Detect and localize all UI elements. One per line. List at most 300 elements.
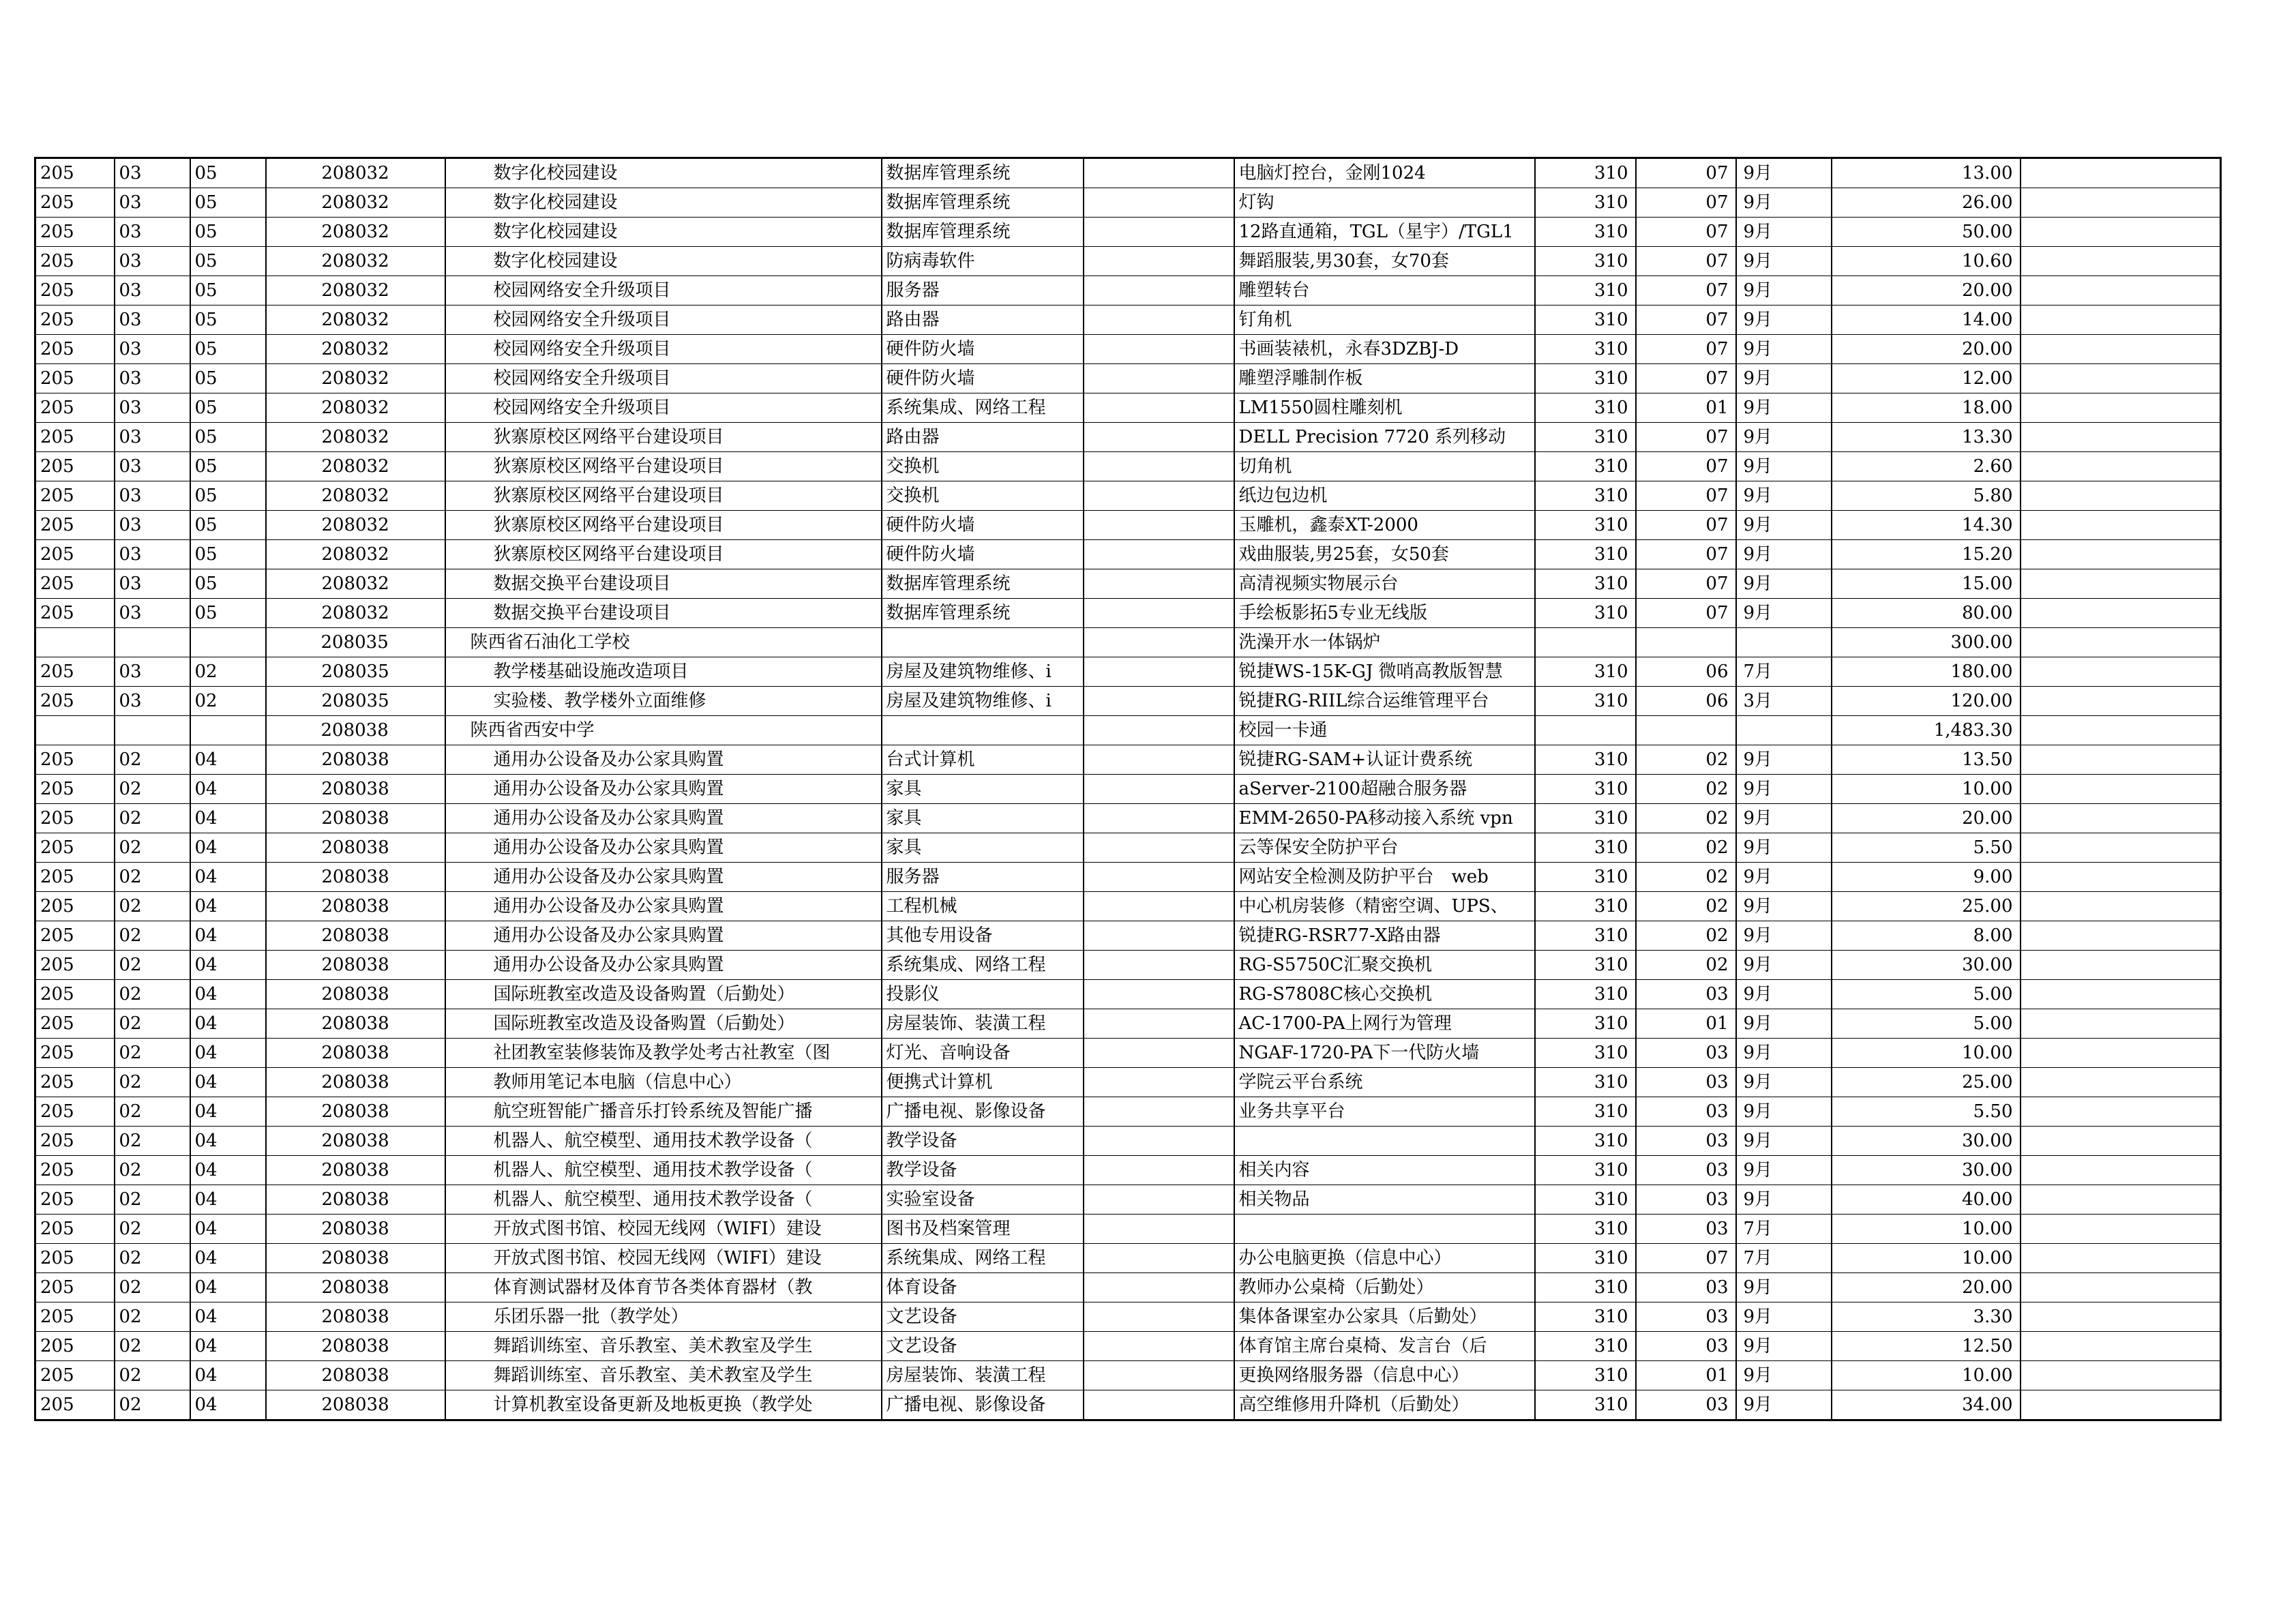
unit-code-cell: 208038 <box>266 1039 445 1068</box>
section-code-cell: 02 <box>115 863 190 892</box>
item-description-cell: 锐捷RG-RIIL综合运维管理平台 <box>1234 687 1535 716</box>
month-cell <box>1736 716 1832 745</box>
economic-code-cell: 310 <box>1535 1390 1636 1420</box>
procurement-category-cell: 投影仪 <box>882 980 1084 1009</box>
extra-column-cell <box>2021 364 2221 393</box>
economic-subcode-cell: 06 <box>1636 657 1736 687</box>
extra-column-cell <box>2021 511 2221 540</box>
amount-cell: 2.60 <box>1832 452 2021 481</box>
economic-code-cell: 310 <box>1535 1156 1636 1185</box>
table-row <box>35 218 2221 247</box>
amount-cell: 3.30 <box>1832 1302 2021 1332</box>
unit-code-cell: 208038 <box>266 1156 445 1185</box>
item-code-cell: 02 <box>190 657 266 687</box>
economic-code-cell: 310 <box>1535 1097 1636 1127</box>
table-row <box>35 951 2221 980</box>
item-code-cell: 05 <box>190 569 266 599</box>
extra-column-cell <box>2021 980 2221 1009</box>
procurement-category-cell: 台式计算机 <box>882 745 1084 775</box>
class-code-cell: 205 <box>35 1127 115 1156</box>
item-code-cell: 05 <box>190 247 266 276</box>
month-cell: 9月 <box>1736 452 1832 481</box>
project-name-cell: 实验楼、教学楼外立面维修 <box>445 687 882 716</box>
table-row <box>35 657 2221 687</box>
class-code-cell: 205 <box>35 1009 115 1039</box>
item-code-cell: 05 <box>190 306 266 335</box>
item-code-cell: 05 <box>190 511 266 540</box>
unit-code-cell: 208032 <box>266 481 445 511</box>
section-code-cell: 03 <box>115 423 190 452</box>
section-code-cell: 02 <box>115 1273 190 1302</box>
procurement-category-cell: 服务器 <box>882 863 1084 892</box>
blank-column-cell <box>1084 1361 1234 1390</box>
unit-code-cell: 208038 <box>266 1390 445 1420</box>
section-code-cell: 02 <box>115 980 190 1009</box>
procurement-category-cell: 文艺设备 <box>882 1332 1084 1361</box>
project-name-cell: 计算机教室设备更新及地板更换（教学处 <box>445 1390 882 1420</box>
extra-column-cell <box>2021 569 2221 599</box>
procurement-category-cell: 实验室设备 <box>882 1185 1084 1215</box>
blank-column-cell <box>1084 716 1234 745</box>
section-code-cell: 03 <box>115 393 190 423</box>
class-code-cell: 205 <box>35 980 115 1009</box>
extra-column-cell <box>2021 833 2221 863</box>
item-code-cell: 04 <box>190 980 266 1009</box>
procurement-category-cell: 数据库管理系统 <box>882 158 1084 188</box>
extra-column-cell <box>2021 863 2221 892</box>
unit-code-cell: 208032 <box>266 393 445 423</box>
month-cell: 7月 <box>1736 1244 1832 1273</box>
unit-code-cell: 208032 <box>266 569 445 599</box>
economic-code-cell: 310 <box>1535 980 1636 1009</box>
item-code-cell: 04 <box>190 1127 266 1156</box>
item-description-cell: 校园一卡通 <box>1234 716 1535 745</box>
economic-subcode-cell: 02 <box>1636 775 1736 804</box>
project-name-cell: 教学楼基础设施改造项目 <box>445 657 882 687</box>
section-code-cell: 03 <box>115 569 190 599</box>
procurement-category-cell: 工程机械 <box>882 892 1084 921</box>
table-row <box>35 804 2221 833</box>
item-code-cell: 04 <box>190 1039 266 1068</box>
item-code-cell: 05 <box>190 393 266 423</box>
class-code-cell: 205 <box>35 804 115 833</box>
blank-column-cell <box>1084 276 1234 306</box>
class-code-cell: 205 <box>35 951 115 980</box>
extra-column-cell <box>2021 1097 2221 1127</box>
section-code-cell: 03 <box>115 687 190 716</box>
month-cell: 9月 <box>1736 599 1832 628</box>
economic-code-cell: 310 <box>1535 863 1636 892</box>
table-row <box>35 921 2221 951</box>
procurement-category-cell: 数据库管理系统 <box>882 569 1084 599</box>
procurement-category-cell: 家具 <box>882 804 1084 833</box>
class-code-cell: 205 <box>35 1302 115 1332</box>
blank-column-cell <box>1084 1039 1234 1068</box>
amount-cell: 1,483.30 <box>1832 716 2021 745</box>
class-code-cell: 205 <box>35 247 115 276</box>
economic-subcode-cell: 03 <box>1636 1156 1736 1185</box>
table-row <box>35 393 2221 423</box>
extra-column-cell <box>2021 540 2221 569</box>
item-code-cell: 05 <box>190 540 266 569</box>
month-cell: 9月 <box>1736 892 1832 921</box>
procurement-category-cell: 广播电视、影像设备 <box>882 1390 1084 1420</box>
section-code-cell: 02 <box>115 1390 190 1420</box>
extra-column-cell <box>2021 1390 2221 1420</box>
economic-code-cell: 310 <box>1535 1273 1636 1302</box>
economic-code-cell: 310 <box>1535 1068 1636 1097</box>
month-cell: 9月 <box>1736 1390 1832 1420</box>
extra-column-cell <box>2021 1039 2221 1068</box>
extra-column-cell <box>2021 423 2221 452</box>
amount-cell: 12.50 <box>1832 1332 2021 1361</box>
month-cell: 9月 <box>1736 775 1832 804</box>
table-row <box>35 1185 2221 1215</box>
extra-column-cell <box>2021 276 2221 306</box>
economic-subcode-cell: 07 <box>1636 511 1736 540</box>
section-code-cell: 03 <box>115 657 190 687</box>
item-code-cell: 05 <box>190 364 266 393</box>
unit-code-cell: 208035 <box>266 657 445 687</box>
class-code-cell: 205 <box>35 452 115 481</box>
blank-column-cell <box>1084 393 1234 423</box>
section-code-cell: 03 <box>115 511 190 540</box>
unit-code-cell: 208035 <box>266 687 445 716</box>
extra-column-cell <box>2021 335 2221 364</box>
item-description-cell: 戏曲服装,男25套，女50套 <box>1234 540 1535 569</box>
month-cell: 9月 <box>1736 1361 1832 1390</box>
table-row <box>35 1302 2221 1332</box>
class-code-cell: 205 <box>35 335 115 364</box>
project-name-cell: 机器人、航空模型、通用技术教学设备（ <box>445 1185 882 1215</box>
blank-column-cell <box>1084 980 1234 1009</box>
economic-code-cell: 310 <box>1535 158 1636 188</box>
extra-column-cell <box>2021 1127 2221 1156</box>
unit-code-cell: 208038 <box>266 1361 445 1390</box>
class-code-cell: 205 <box>35 599 115 628</box>
project-name-cell: 社团教室装修装饰及教学处考古社教室（图 <box>445 1039 882 1068</box>
unit-code-cell: 208032 <box>266 452 445 481</box>
project-name-cell: 校园网络安全升级项目 <box>445 276 882 306</box>
extra-column-cell <box>2021 599 2221 628</box>
project-name-cell: 陕西省西安中学 <box>445 716 882 745</box>
item-description-cell: 钉角机 <box>1234 306 1535 335</box>
month-cell: 7月 <box>1736 1215 1832 1244</box>
section-code-cell: 02 <box>115 1215 190 1244</box>
amount-cell: 10.00 <box>1832 1215 2021 1244</box>
item-code-cell: 04 <box>190 775 266 804</box>
procurement-category-cell: 家具 <box>882 833 1084 863</box>
unit-code-cell: 208038 <box>266 745 445 775</box>
unit-code-cell: 208038 <box>266 1215 445 1244</box>
table-row <box>35 892 2221 921</box>
month-cell: 9月 <box>1736 1185 1832 1215</box>
blank-column-cell <box>1084 569 1234 599</box>
extra-column-cell <box>2021 1156 2221 1185</box>
item-code-cell: 05 <box>190 423 266 452</box>
item-description-cell: 学院云平台系统 <box>1234 1068 1535 1097</box>
item-description-cell: 相关内容 <box>1234 1156 1535 1185</box>
economic-code-cell: 310 <box>1535 511 1636 540</box>
table-row <box>35 599 2221 628</box>
class-code-cell: 205 <box>35 1273 115 1302</box>
table-row <box>35 775 2221 804</box>
economic-code-cell: 310 <box>1535 423 1636 452</box>
economic-subcode-cell: 07 <box>1636 452 1736 481</box>
item-code-cell: 04 <box>190 1156 266 1185</box>
economic-subcode-cell: 02 <box>1636 804 1736 833</box>
table-row <box>35 1156 2221 1185</box>
project-name-cell: 狄寨原校区网络平台建设项目 <box>445 511 882 540</box>
procurement-category-cell: 防病毒软件 <box>882 247 1084 276</box>
class-code-cell: 205 <box>35 481 115 511</box>
amount-cell: 25.00 <box>1832 892 2021 921</box>
month-cell: 9月 <box>1736 1009 1832 1039</box>
blank-column-cell <box>1084 892 1234 921</box>
item-description-cell: 12路直通箱，TGL（星宇）/TGL1 <box>1234 218 1535 247</box>
economic-subcode-cell <box>1636 716 1736 745</box>
item-description-cell: EMM-2650-PA移动接入系统 vpn <box>1234 804 1535 833</box>
table-row <box>35 306 2221 335</box>
item-description-cell: 集体备课室办公家具（后勤处） <box>1234 1302 1535 1332</box>
procurement-category-cell: 图书及档案管理 <box>882 1215 1084 1244</box>
item-description-cell: 书画装裱机，永春3DZBJ-D <box>1234 335 1535 364</box>
table-row <box>35 158 2221 188</box>
item-description-cell: 雕塑转台 <box>1234 276 1535 306</box>
economic-code-cell: 310 <box>1535 1009 1636 1039</box>
extra-column-cell <box>2021 481 2221 511</box>
unit-code-cell: 208038 <box>266 1127 445 1156</box>
amount-cell: 14.00 <box>1832 306 2021 335</box>
economic-subcode-cell: 03 <box>1636 1390 1736 1420</box>
class-code-cell: 205 <box>35 1185 115 1215</box>
class-code-cell: 205 <box>35 540 115 569</box>
item-description-cell: 玉雕机，鑫泰XT-2000 <box>1234 511 1535 540</box>
table-row <box>35 1127 2221 1156</box>
unit-code-cell: 208032 <box>266 158 445 188</box>
section-code-cell: 03 <box>115 247 190 276</box>
blank-column-cell <box>1084 452 1234 481</box>
economic-code-cell: 310 <box>1535 892 1636 921</box>
month-cell: 9月 <box>1736 1068 1832 1097</box>
month-cell: 9月 <box>1736 276 1832 306</box>
procurement-category-cell: 交换机 <box>882 481 1084 511</box>
economic-subcode-cell: 02 <box>1636 921 1736 951</box>
economic-subcode-cell: 07 <box>1636 599 1736 628</box>
amount-cell: 80.00 <box>1832 599 2021 628</box>
section-code-cell <box>115 628 190 657</box>
item-description-cell: 灯钩 <box>1234 188 1535 218</box>
economic-subcode-cell: 03 <box>1636 1273 1736 1302</box>
economic-code-cell: 310 <box>1535 569 1636 599</box>
section-code-cell: 02 <box>115 1127 190 1156</box>
project-name-cell: 狄寨原校区网络平台建设项目 <box>445 481 882 511</box>
amount-cell: 180.00 <box>1832 657 2021 687</box>
economic-subcode-cell: 07 <box>1636 481 1736 511</box>
economic-code-cell: 310 <box>1535 247 1636 276</box>
economic-subcode-cell: 03 <box>1636 1302 1736 1332</box>
item-code-cell: 04 <box>190 745 266 775</box>
unit-row <box>35 628 2221 657</box>
extra-column-cell <box>2021 1185 2221 1215</box>
blank-column-cell <box>1084 188 1234 218</box>
section-code-cell: 02 <box>115 1332 190 1361</box>
item-description-cell: 高清视频实物展示台 <box>1234 569 1535 599</box>
class-code-cell: 205 <box>35 1156 115 1185</box>
class-code-cell <box>35 716 115 745</box>
table-row <box>35 1039 2221 1068</box>
table-row <box>35 423 2221 452</box>
procurement-category-cell: 数据库管理系统 <box>882 218 1084 247</box>
economic-code-cell: 310 <box>1535 306 1636 335</box>
item-description-cell: 电脑灯控台，金刚1024 <box>1234 158 1535 188</box>
extra-column-cell <box>2021 218 2221 247</box>
section-code-cell: 03 <box>115 599 190 628</box>
class-code-cell: 205 <box>35 833 115 863</box>
item-description-cell: 中心机房装修（精密空调、UPS、 <box>1234 892 1535 921</box>
section-code-cell: 02 <box>115 745 190 775</box>
project-name-cell: 教师用笔记本电脑（信息中心） <box>445 1068 882 1097</box>
extra-column-cell <box>2021 1244 2221 1273</box>
class-code-cell: 205 <box>35 1244 115 1273</box>
section-code-cell: 02 <box>115 804 190 833</box>
economic-code-cell: 310 <box>1535 1302 1636 1332</box>
item-description-cell: 办公电脑更换（信息中心） <box>1234 1244 1535 1273</box>
economic-subcode-cell: 02 <box>1636 833 1736 863</box>
economic-subcode-cell: 03 <box>1636 1215 1736 1244</box>
table-row <box>35 980 2221 1009</box>
project-name-cell: 国际班教室改造及设备购置（后勤处） <box>445 980 882 1009</box>
amount-cell: 10.00 <box>1832 1361 2021 1390</box>
item-code-cell: 04 <box>190 1185 266 1215</box>
month-cell: 9月 <box>1736 218 1832 247</box>
blank-column-cell <box>1084 1009 1234 1039</box>
project-name-cell: 航空班智能广播音乐打铃系统及智能广播 <box>445 1097 882 1127</box>
extra-column-cell <box>2021 745 2221 775</box>
extra-column-cell <box>2021 657 2221 687</box>
blank-column-cell <box>1084 364 1234 393</box>
month-cell: 9月 <box>1736 951 1832 980</box>
table-body <box>35 158 2221 1420</box>
amount-cell: 120.00 <box>1832 687 2021 716</box>
blank-column-cell <box>1084 1185 1234 1215</box>
class-code-cell: 205 <box>35 364 115 393</box>
amount-cell: 20.00 <box>1832 335 2021 364</box>
class-code-cell: 205 <box>35 1332 115 1361</box>
economic-subcode-cell: 07 <box>1636 247 1736 276</box>
amount-cell: 20.00 <box>1832 276 2021 306</box>
economic-code-cell: 310 <box>1535 687 1636 716</box>
economic-code-cell: 310 <box>1535 188 1636 218</box>
section-code-cell: 03 <box>115 364 190 393</box>
economic-code-cell <box>1535 716 1636 745</box>
procurement-category-cell <box>882 628 1084 657</box>
unit-code-cell: 208032 <box>266 247 445 276</box>
procurement-category-cell: 便携式计算机 <box>882 1068 1084 1097</box>
blank-column-cell <box>1084 775 1234 804</box>
procurement-category-cell: 房屋装饰、装潢工程 <box>882 1361 1084 1390</box>
section-code-cell: 02 <box>115 1244 190 1273</box>
item-code-cell: 05 <box>190 599 266 628</box>
economic-code-cell: 310 <box>1535 1244 1636 1273</box>
economic-subcode-cell: 07 <box>1636 423 1736 452</box>
extra-column-cell <box>2021 247 2221 276</box>
blank-column-cell <box>1084 745 1234 775</box>
item-description-cell: 高空维修用升降机（后勤处） <box>1234 1390 1535 1420</box>
procurement-category-cell: 广播电视、影像设备 <box>882 1097 1084 1127</box>
item-description-cell: 网站安全检测及防护平台 web <box>1234 863 1535 892</box>
table-row <box>35 481 2221 511</box>
economic-subcode-cell: 01 <box>1636 1009 1736 1039</box>
item-code-cell: 04 <box>190 1097 266 1127</box>
extra-column-cell <box>2021 188 2221 218</box>
table-row <box>35 247 2221 276</box>
blank-column-cell <box>1084 1156 1234 1185</box>
item-description-cell: 云等保安全防护平台 <box>1234 833 1535 863</box>
procurement-category-cell: 硬件防火墙 <box>882 364 1084 393</box>
class-code-cell: 205 <box>35 775 115 804</box>
month-cell: 7月 <box>1736 657 1832 687</box>
amount-cell: 26.00 <box>1832 188 2021 218</box>
procurement-category-cell: 家具 <box>882 775 1084 804</box>
class-code-cell: 205 <box>35 188 115 218</box>
month-cell: 9月 <box>1736 364 1832 393</box>
table-row <box>35 833 2221 863</box>
item-description-cell: 纸边包边机 <box>1234 481 1535 511</box>
month-cell: 9月 <box>1736 745 1832 775</box>
class-code-cell: 205 <box>35 393 115 423</box>
blank-column-cell <box>1084 511 1234 540</box>
unit-code-cell: 208038 <box>266 804 445 833</box>
month-cell: 9月 <box>1736 1097 1832 1127</box>
amount-cell: 50.00 <box>1832 218 2021 247</box>
blank-column-cell <box>1084 1273 1234 1302</box>
item-description-cell: LM1550圆柱雕刻机 <box>1234 393 1535 423</box>
unit-code-cell: 208038 <box>266 1244 445 1273</box>
section-code-cell: 03 <box>115 306 190 335</box>
project-name-cell: 机器人、航空模型、通用技术教学设备（ <box>445 1127 882 1156</box>
procurement-category-cell: 房屋及建筑物维修、i <box>882 657 1084 687</box>
project-name-cell: 舞蹈训练室、音乐教室、美术教室及学生 <box>445 1361 882 1390</box>
blank-column-cell <box>1084 1215 1234 1244</box>
unit-code-cell: 208038 <box>266 1009 445 1039</box>
section-code-cell: 02 <box>115 1361 190 1390</box>
economic-subcode-cell: 07 <box>1636 218 1736 247</box>
procurement-category-cell: 数据库管理系统 <box>882 188 1084 218</box>
project-name-cell: 通用办公设备及办公家具购置 <box>445 745 882 775</box>
procurement-category-cell: 房屋及建筑物维修、i <box>882 687 1084 716</box>
amount-cell: 5.50 <box>1832 833 2021 863</box>
economic-subcode-cell: 07 <box>1636 1244 1736 1273</box>
class-code-cell: 205 <box>35 1361 115 1390</box>
unit-code-cell: 208038 <box>266 863 445 892</box>
item-code-cell <box>190 628 266 657</box>
procurement-category-cell: 数据库管理系统 <box>882 599 1084 628</box>
extra-column-cell <box>2021 393 2221 423</box>
item-code-cell: 05 <box>190 158 266 188</box>
project-name-cell: 校园网络安全升级项目 <box>445 364 882 393</box>
economic-subcode-cell: 01 <box>1636 1361 1736 1390</box>
economic-subcode-cell: 03 <box>1636 1097 1736 1127</box>
economic-subcode-cell: 07 <box>1636 364 1736 393</box>
item-description-cell: 雕塑浮雕制作板 <box>1234 364 1535 393</box>
month-cell: 9月 <box>1736 1156 1832 1185</box>
extra-column-cell <box>2021 306 2221 335</box>
economic-subcode-cell: 03 <box>1636 1185 1736 1215</box>
blank-column-cell <box>1084 1068 1234 1097</box>
blank-column-cell <box>1084 540 1234 569</box>
class-code-cell: 205 <box>35 1215 115 1244</box>
